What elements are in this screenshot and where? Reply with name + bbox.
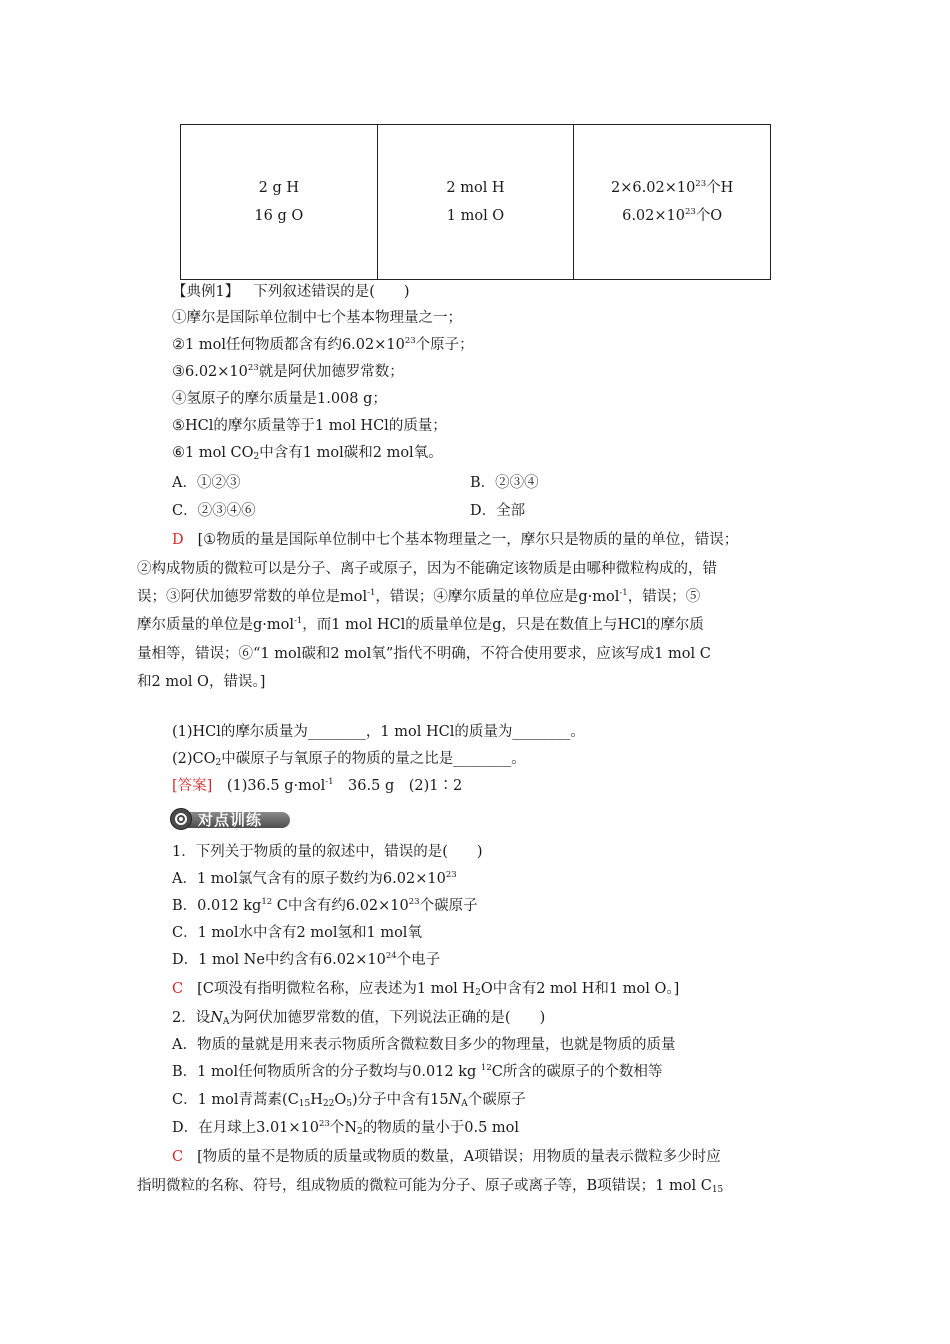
q1-option-c: C．1 mol水中含有2 mol氢和1 mol氧 <box>172 925 422 941</box>
section-title: 对点训练 <box>198 811 263 829</box>
table-text: $2\times 6.02\times 10^{23}$个H <box>611 179 734 196</box>
explanation-line-5: 量相等，错误；⑥“1 mol碳和2 mol氧”指代不明确，不符合使用要求，应该写成1 mol C <box>137 646 711 662</box>
example-label: 【典例1】 <box>172 284 240 300</box>
explanation-line-2: ②构成物质的微粒可以是分子、离子或原子，因为不能确定该物质是由哪种微粒构成的，错 <box>137 561 717 577</box>
q2-option-b: B．1 mol任何物质所含的分子数均与0.012 kg $^{12}$C所含的碳原子的个数相等 <box>172 1063 663 1080</box>
q2-option-a: A．物质的量就是用来表示物质所含微粒数目多少的物理量，也就是物质的质量 <box>172 1037 676 1053</box>
table-text: 2 g H <box>258 180 300 196</box>
table-text: 1 mol O <box>446 208 505 224</box>
statement-2: ②1 mol任何物质都含有约$6.02\times 10^{23}$个原子； <box>172 336 474 353</box>
statement-5: ⑤HCl的摩尔质量等于1 mol HCl的质量； <box>172 418 447 434</box>
answer-letter: C <box>172 1149 184 1165</box>
statement-4: ④氢原子的摩尔质量是1.008 g； <box>172 391 387 407</box>
table-cell-mass <box>181 125 378 280</box>
q2-explanation-line-1: C [物质的量不是物质的质量或物质的数量，A项错误；用物质的量表示微粒多少时应 <box>172 1149 721 1165</box>
statement-1: ①摩尔是国际单位制中七个基本物理量之一； <box>172 310 462 326</box>
explanation-line-4: 摩尔质量的单位是g·mol$^{-1}$，而1 mol HCl的质量单位是g，只是在数值上与HCl的摩尔质 <box>137 616 704 633</box>
q2-explanation-line-2: 指明微粒的名称、符号，组成物质的微粒可能为分子、原子或离子等，B项错误；1 mol $C_{15}$ <box>137 1178 724 1195</box>
table-text: 2 mol H <box>446 180 505 196</box>
explanation-line-3: 误；③阿伏加德罗常数的单位是mol$^{-1}$，错误；④摩尔质量的单位应是g·mol$^{-1}$，错误；⑤ <box>137 588 701 605</box>
q2-option-c: C．1 mol青蒿素$(C_{15}H_{22}O_5)$分子中含有$15N_A$个碳原子 <box>172 1092 526 1109</box>
followup-question-1: (1)HCl的摩尔质量为________，1 mol HCl的质量为________。 <box>172 724 585 740</box>
explanation-line-6: 和2 mol O，错误。] <box>137 674 266 690</box>
q1-explanation: C [C项没有指明微粒名称，应表述为1 mol $H_2O$中含有2 mol H和1 mol O。] <box>172 981 680 998</box>
q1-option-d: D．1 mol Ne中约含有$6.02\times 10^{24}$个电子 <box>172 951 441 968</box>
explanation-line-1: D [①物质的量是国际单位制中七个基本物理量之一，摩尔只是物质的量的单位，错误； <box>172 532 739 548</box>
q2-stem: 2．设$N_A$为阿伏加德罗常数的值，下列说法正确的是( ) <box>172 1010 546 1027</box>
option-b: B．②③④ <box>470 475 539 491</box>
answer-label: [答案] <box>172 778 213 794</box>
q1-stem: 1．下列关于物质的量的叙述中，错误的是( ) <box>172 844 483 860</box>
example-question: 下列叙述错误的是( ) <box>253 284 410 300</box>
option-a: A．①②③ <box>172 475 241 491</box>
comparison-table <box>180 124 771 280</box>
q2-option-d: D．在月球上$3.01\times 10^{23}$个$N_2$的物质的量小于0.5 mol <box>172 1119 520 1137</box>
answer-letter: D <box>172 532 184 548</box>
table-cell-particles <box>574 125 771 280</box>
q1-option-a: A．1 mol氯气含有的原子数约为$6.02\times 10^{23}$ <box>172 870 457 887</box>
table-text: $6.02\times 10^{23}$个O <box>622 207 723 224</box>
target-icon <box>170 808 192 830</box>
option-d: D．全部 <box>470 503 526 519</box>
example-heading <box>172 282 410 302</box>
table-text: 16 g O <box>254 208 304 224</box>
followup-question-2: $(2)CO_2$中碳原子与氧原子的物质的量之比是________。 <box>172 751 526 768</box>
statement-3: $③6.02\times 10^{23}$就是阿伏加德罗常数； <box>172 363 404 380</box>
section-badge <box>170 808 290 830</box>
option-c: C．②③④⑥ <box>172 503 256 519</box>
table-cell-amount <box>377 125 574 280</box>
statement-6: ⑥1 mol $CO_2$中含有1 mol碳和2 mol氧。 <box>172 445 443 462</box>
followup-answer: [答案] (1)36.5 g·mol$^{-1}$ 36.5 g (2)1∶2 <box>172 777 463 794</box>
answer-letter: C <box>172 981 184 997</box>
q1-option-b: B．0.012 $kg^{12}$ C中含有约$6.02\times 10^{23}$个碳原子 <box>172 897 478 914</box>
